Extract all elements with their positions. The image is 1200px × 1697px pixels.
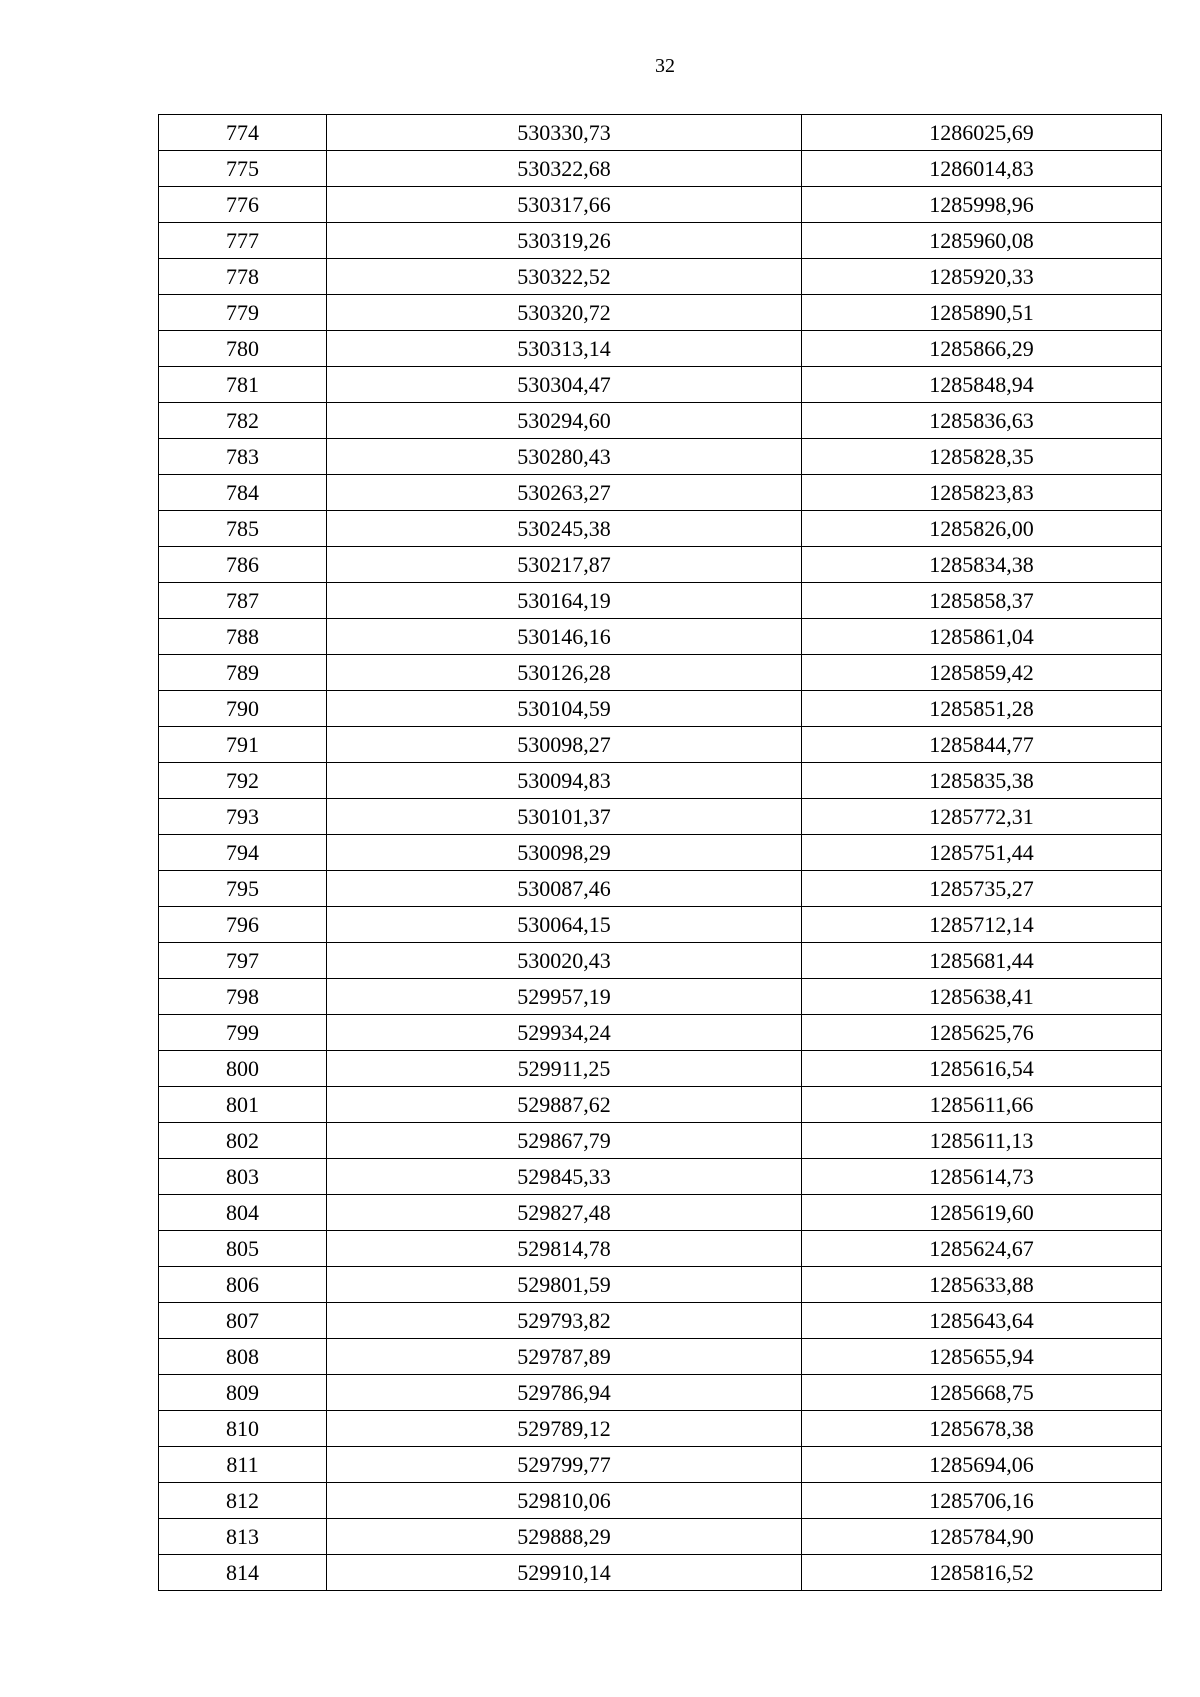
point-number-cell: 794 <box>159 835 327 871</box>
x-coordinate-cell: 530245,38 <box>327 511 802 547</box>
point-number-cell: 805 <box>159 1231 327 1267</box>
point-number-cell: 801 <box>159 1087 327 1123</box>
x-coordinate-cell: 530304,47 <box>327 367 802 403</box>
point-number-cell: 774 <box>159 115 327 151</box>
table-row <box>159 1231 1162 1267</box>
x-coordinate-cell: 530104,59 <box>327 691 802 727</box>
table-row <box>159 871 1162 907</box>
y-coordinate-cell: 1285851,28 <box>802 691 1162 727</box>
table-row <box>159 727 1162 763</box>
coordinates-table <box>158 114 1162 1591</box>
point-number-cell: 779 <box>159 295 327 331</box>
table-row <box>159 1159 1162 1195</box>
table-row <box>159 583 1162 619</box>
y-coordinate-cell: 1285772,31 <box>802 799 1162 835</box>
table-row <box>159 943 1162 979</box>
y-coordinate-cell: 1285735,27 <box>802 871 1162 907</box>
point-number-cell: 798 <box>159 979 327 1015</box>
y-coordinate-cell: 1285619,60 <box>802 1195 1162 1231</box>
y-coordinate-cell: 1285751,44 <box>802 835 1162 871</box>
table-row <box>159 655 1162 691</box>
table-row <box>159 331 1162 367</box>
table-row <box>159 475 1162 511</box>
y-coordinate-cell: 1285616,54 <box>802 1051 1162 1087</box>
y-coordinate-cell: 1285611,13 <box>802 1123 1162 1159</box>
point-number-cell: 787 <box>159 583 327 619</box>
point-number-cell: 800 <box>159 1051 327 1087</box>
x-coordinate-cell: 530320,72 <box>327 295 802 331</box>
point-number-cell: 811 <box>159 1447 327 1483</box>
y-coordinate-cell: 1286025,69 <box>802 115 1162 151</box>
point-number-cell: 775 <box>159 151 327 187</box>
y-coordinate-cell: 1285920,33 <box>802 259 1162 295</box>
x-coordinate-cell: 530064,15 <box>327 907 802 943</box>
point-number-cell: 793 <box>159 799 327 835</box>
y-coordinate-cell: 1285816,52 <box>802 1555 1162 1591</box>
x-coordinate-cell: 529789,12 <box>327 1411 802 1447</box>
table-row <box>159 1483 1162 1519</box>
x-coordinate-cell: 530098,29 <box>327 835 802 871</box>
table-row <box>159 835 1162 871</box>
y-coordinate-cell: 1285823,83 <box>802 475 1162 511</box>
point-number-cell: 809 <box>159 1375 327 1411</box>
table-row <box>159 1375 1162 1411</box>
y-coordinate-cell: 1285668,75 <box>802 1375 1162 1411</box>
point-number-cell: 814 <box>159 1555 327 1591</box>
coordinates-table-body <box>159 115 1162 1591</box>
y-coordinate-cell: 1285848,94 <box>802 367 1162 403</box>
point-number-cell: 788 <box>159 619 327 655</box>
table-row <box>159 403 1162 439</box>
y-coordinate-cell: 1285835,38 <box>802 763 1162 799</box>
x-coordinate-cell: 529910,14 <box>327 1555 802 1591</box>
y-coordinate-cell: 1285859,42 <box>802 655 1162 691</box>
table-row <box>159 1519 1162 1555</box>
point-number-cell: 807 <box>159 1303 327 1339</box>
point-number-cell: 792 <box>159 763 327 799</box>
y-coordinate-cell: 1285960,08 <box>802 223 1162 259</box>
point-number-cell: 803 <box>159 1159 327 1195</box>
point-number-cell: 778 <box>159 259 327 295</box>
point-number-cell: 790 <box>159 691 327 727</box>
y-coordinate-cell: 1285861,04 <box>802 619 1162 655</box>
x-coordinate-cell: 530330,73 <box>327 115 802 151</box>
x-coordinate-cell: 530322,52 <box>327 259 802 295</box>
x-coordinate-cell: 529957,19 <box>327 979 802 1015</box>
table-row <box>159 1303 1162 1339</box>
table-row <box>159 979 1162 1015</box>
point-number-cell: 781 <box>159 367 327 403</box>
x-coordinate-cell: 529814,78 <box>327 1231 802 1267</box>
point-number-cell: 806 <box>159 1267 327 1303</box>
x-coordinate-cell: 529786,94 <box>327 1375 802 1411</box>
x-coordinate-cell: 530020,43 <box>327 943 802 979</box>
point-number-cell: 786 <box>159 547 327 583</box>
point-number-cell: 782 <box>159 403 327 439</box>
x-coordinate-cell: 530146,16 <box>327 619 802 655</box>
table-row <box>159 799 1162 835</box>
point-number-cell: 776 <box>159 187 327 223</box>
x-coordinate-cell: 530094,83 <box>327 763 802 799</box>
table-row <box>159 367 1162 403</box>
y-coordinate-cell: 1286014,83 <box>802 151 1162 187</box>
table-row <box>159 1087 1162 1123</box>
x-coordinate-cell: 529827,48 <box>327 1195 802 1231</box>
page-number: 32 <box>655 55 675 77</box>
y-coordinate-cell: 1285638,41 <box>802 979 1162 1015</box>
x-coordinate-cell: 529911,25 <box>327 1051 802 1087</box>
table-row <box>159 1267 1162 1303</box>
table-row <box>159 187 1162 223</box>
y-coordinate-cell: 1285643,64 <box>802 1303 1162 1339</box>
table-row <box>159 1015 1162 1051</box>
x-coordinate-cell: 529845,33 <box>327 1159 802 1195</box>
y-coordinate-cell: 1285844,77 <box>802 727 1162 763</box>
x-coordinate-cell: 530280,43 <box>327 439 802 475</box>
y-coordinate-cell: 1285678,38 <box>802 1411 1162 1447</box>
point-number-cell: 810 <box>159 1411 327 1447</box>
table-row <box>159 763 1162 799</box>
y-coordinate-cell: 1285706,16 <box>802 1483 1162 1519</box>
table-row <box>159 547 1162 583</box>
point-number-cell: 795 <box>159 871 327 907</box>
y-coordinate-cell: 1285998,96 <box>802 187 1162 223</box>
y-coordinate-cell: 1285828,35 <box>802 439 1162 475</box>
table-row <box>159 259 1162 295</box>
point-number-cell: 802 <box>159 1123 327 1159</box>
table-row <box>159 907 1162 943</box>
x-coordinate-cell: 530317,66 <box>327 187 802 223</box>
point-number-cell: 797 <box>159 943 327 979</box>
y-coordinate-cell: 1285655,94 <box>802 1339 1162 1375</box>
point-number-cell: 780 <box>159 331 327 367</box>
y-coordinate-cell: 1285826,00 <box>802 511 1162 547</box>
table-row <box>159 1447 1162 1483</box>
table-row <box>159 1195 1162 1231</box>
x-coordinate-cell: 530313,14 <box>327 331 802 367</box>
x-coordinate-cell: 530319,26 <box>327 223 802 259</box>
x-coordinate-cell: 530126,28 <box>327 655 802 691</box>
y-coordinate-cell: 1285611,66 <box>802 1087 1162 1123</box>
table-row <box>159 619 1162 655</box>
y-coordinate-cell: 1285858,37 <box>802 583 1162 619</box>
x-coordinate-cell: 529888,29 <box>327 1519 802 1555</box>
point-number-cell: 813 <box>159 1519 327 1555</box>
y-coordinate-cell: 1285694,06 <box>802 1447 1162 1483</box>
table-row <box>159 1555 1162 1591</box>
table-row <box>159 223 1162 259</box>
table-row <box>159 151 1162 187</box>
table-row <box>159 439 1162 475</box>
x-coordinate-cell: 529793,82 <box>327 1303 802 1339</box>
table-row <box>159 1411 1162 1447</box>
table-row <box>159 511 1162 547</box>
x-coordinate-cell: 529867,79 <box>327 1123 802 1159</box>
x-coordinate-cell: 530263,27 <box>327 475 802 511</box>
table-row <box>159 1051 1162 1087</box>
point-number-cell: 812 <box>159 1483 327 1519</box>
y-coordinate-cell: 1285681,44 <box>802 943 1162 979</box>
table-row <box>159 115 1162 151</box>
point-number-cell: 796 <box>159 907 327 943</box>
y-coordinate-cell: 1285836,63 <box>802 403 1162 439</box>
point-number-cell: 785 <box>159 511 327 547</box>
table-row <box>159 691 1162 727</box>
y-coordinate-cell: 1285614,73 <box>802 1159 1162 1195</box>
x-coordinate-cell: 530164,19 <box>327 583 802 619</box>
x-coordinate-cell: 529810,06 <box>327 1483 802 1519</box>
x-coordinate-cell: 530217,87 <box>327 547 802 583</box>
table-row <box>159 1123 1162 1159</box>
point-number-cell: 804 <box>159 1195 327 1231</box>
x-coordinate-cell: 529934,24 <box>327 1015 802 1051</box>
x-coordinate-cell: 529799,77 <box>327 1447 802 1483</box>
x-coordinate-cell: 530087,46 <box>327 871 802 907</box>
point-number-cell: 799 <box>159 1015 327 1051</box>
x-coordinate-cell: 530294,60 <box>327 403 802 439</box>
x-coordinate-cell: 530098,27 <box>327 727 802 763</box>
x-coordinate-cell: 530322,68 <box>327 151 802 187</box>
x-coordinate-cell: 530101,37 <box>327 799 802 835</box>
x-coordinate-cell: 529801,59 <box>327 1267 802 1303</box>
y-coordinate-cell: 1285866,29 <box>802 331 1162 367</box>
y-coordinate-cell: 1285834,38 <box>802 547 1162 583</box>
y-coordinate-cell: 1285712,14 <box>802 907 1162 943</box>
table-row <box>159 295 1162 331</box>
point-number-cell: 791 <box>159 727 327 763</box>
y-coordinate-cell: 1285624,67 <box>802 1231 1162 1267</box>
point-number-cell: 783 <box>159 439 327 475</box>
point-number-cell: 789 <box>159 655 327 691</box>
x-coordinate-cell: 529887,62 <box>327 1087 802 1123</box>
point-number-cell: 784 <box>159 475 327 511</box>
table-row <box>159 1339 1162 1375</box>
point-number-cell: 777 <box>159 223 327 259</box>
x-coordinate-cell: 529787,89 <box>327 1339 802 1375</box>
y-coordinate-cell: 1285625,76 <box>802 1015 1162 1051</box>
point-number-cell: 808 <box>159 1339 327 1375</box>
y-coordinate-cell: 1285890,51 <box>802 295 1162 331</box>
y-coordinate-cell: 1285784,90 <box>802 1519 1162 1555</box>
y-coordinate-cell: 1285633,88 <box>802 1267 1162 1303</box>
